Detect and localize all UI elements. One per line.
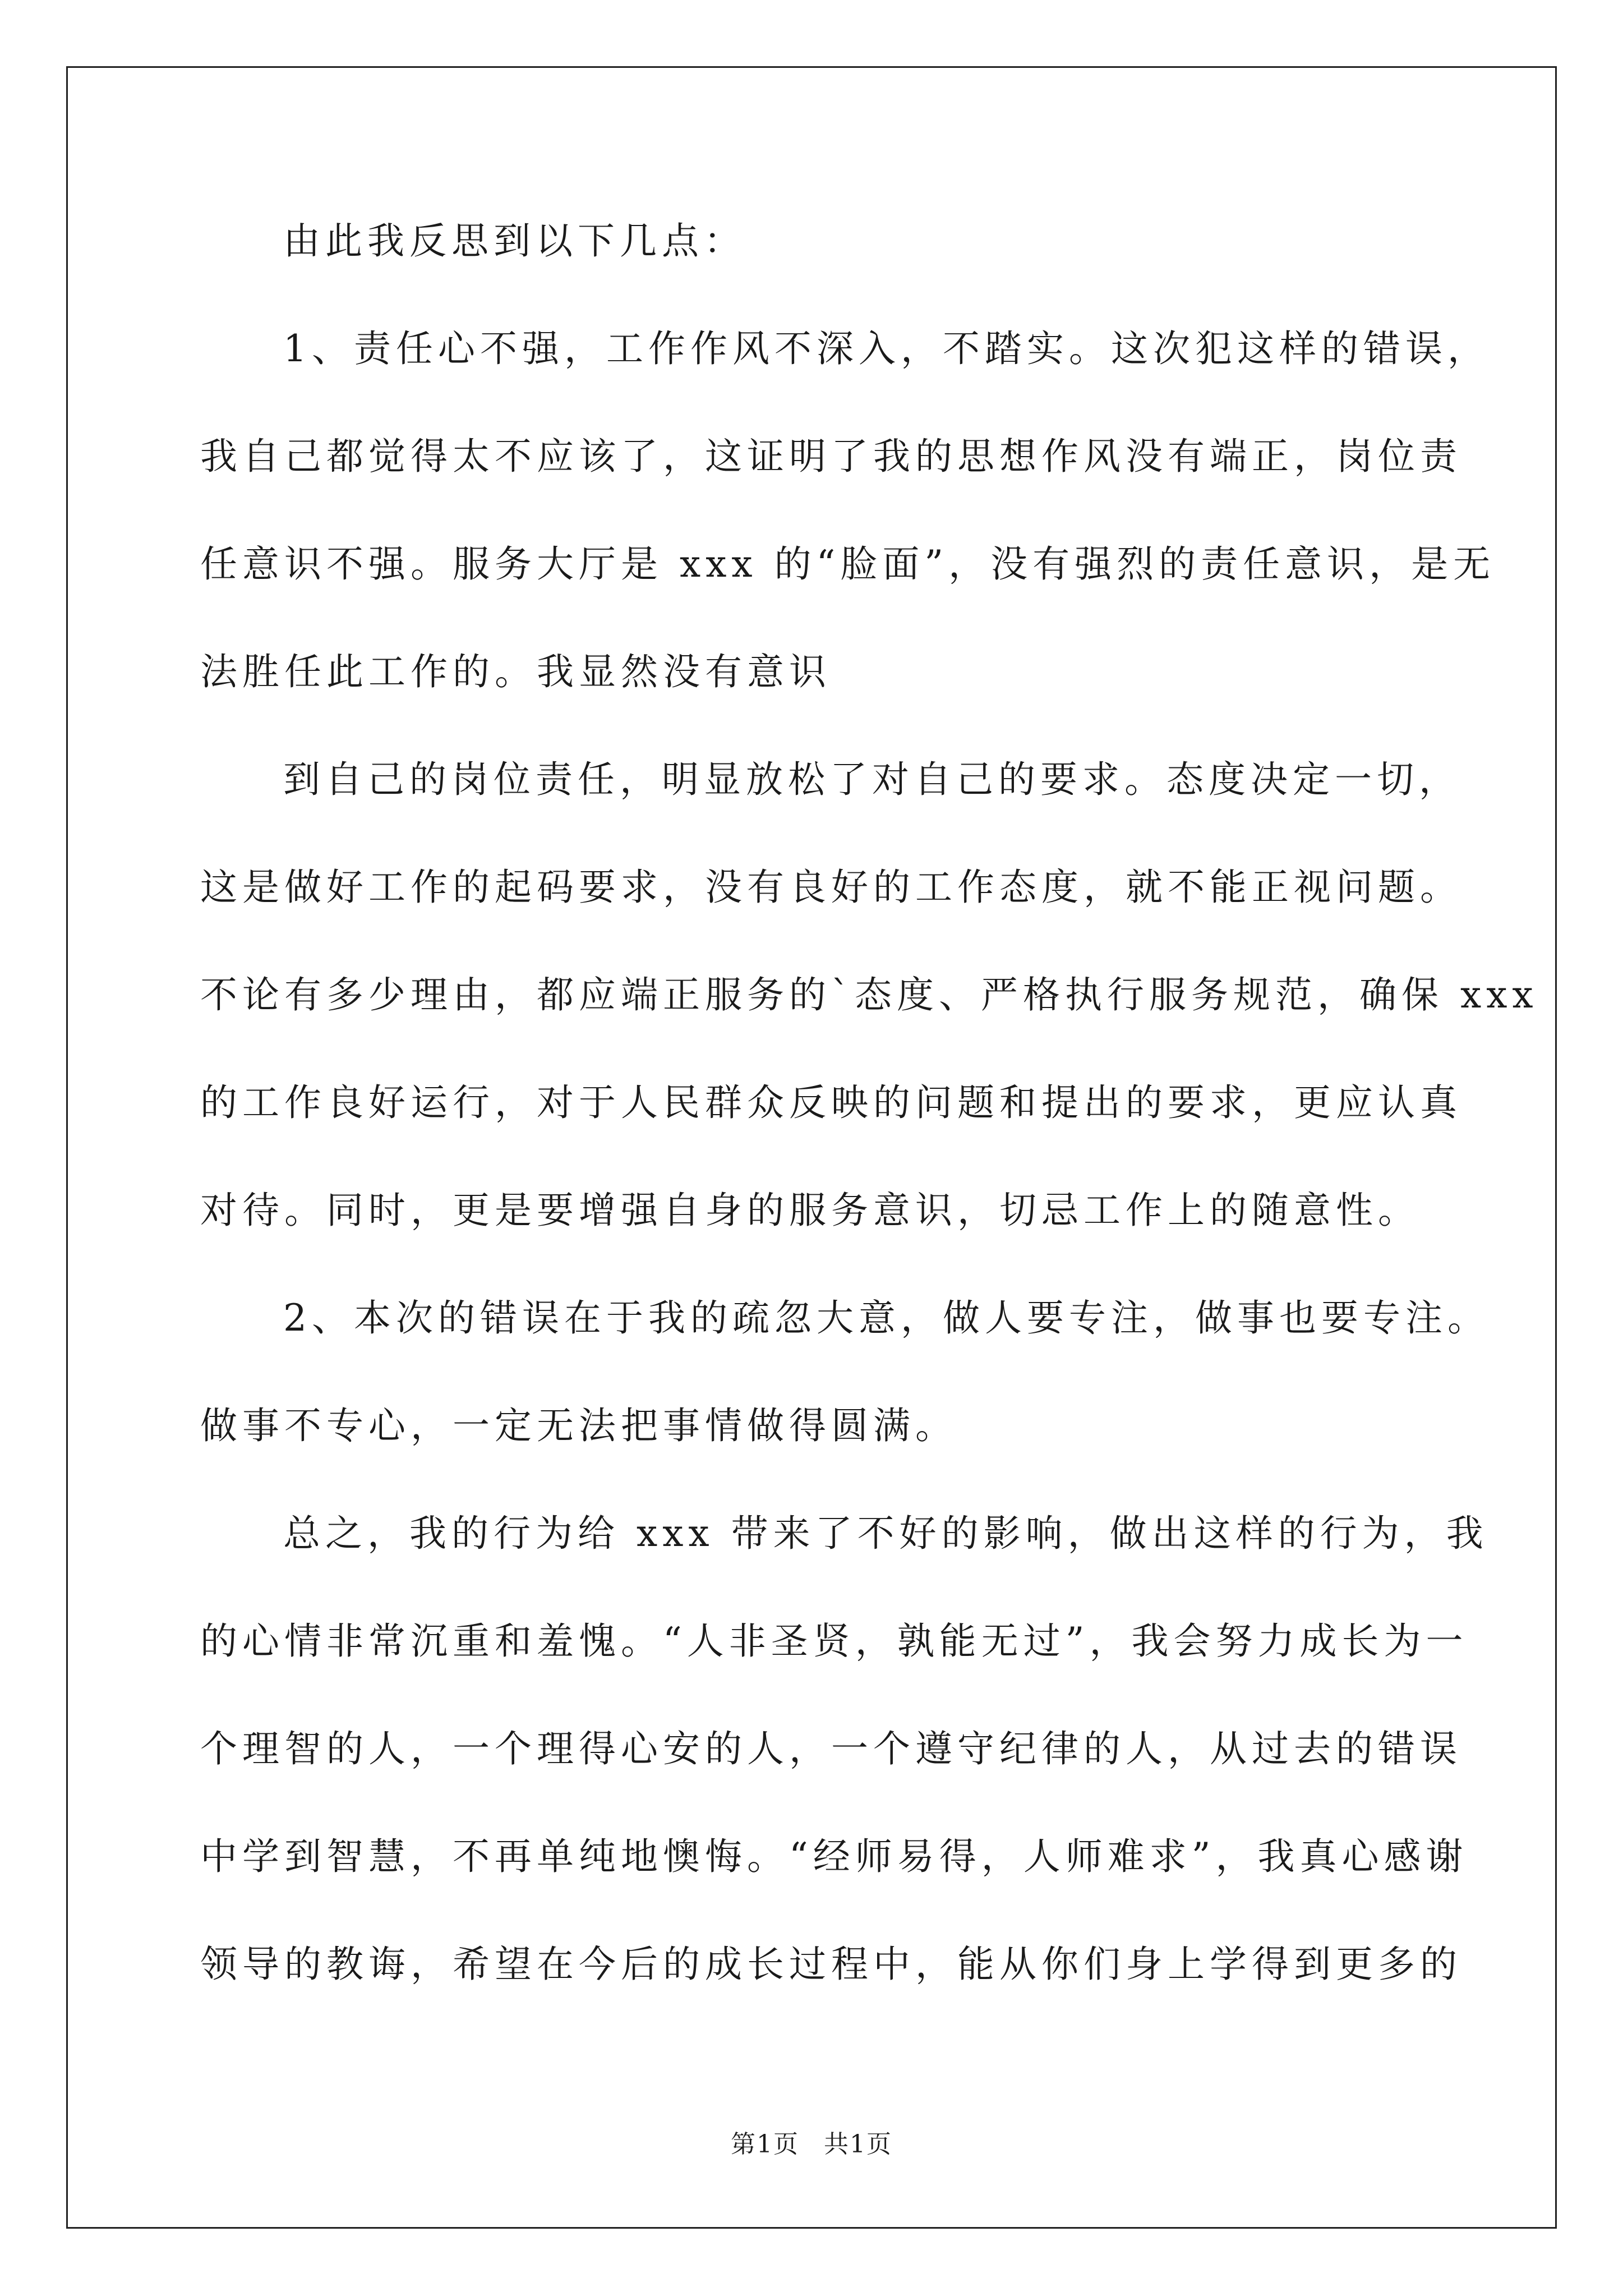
paragraph-line: 中学到智慧，不再单纯地懊悔。“经师易得，人师难求”，我真心感谢 [200, 1835, 1468, 1878]
page-number-current: 第1页 [731, 2130, 799, 2159]
paragraph-line: 2、本次的错误在于我的疏忽大意，做人要专注，做事也要专注。 [283, 1296, 1490, 1340]
paragraph-line: 对待。同时，更是要增强自身的服务意识，切忌工作上的随意性。 [200, 1189, 1420, 1232]
paragraph-line: 领导的教诲，希望在今后的成长过程中，能从你们身上学得到更多的 [200, 1943, 1462, 1986]
page-footer [0, 2129, 1623, 2160]
page-number-total: 共1页 [824, 2130, 892, 2159]
paragraph-line: 总之，我的行为给 xxx 带来了不好的影响，做出这样的行为，我 [283, 1512, 1488, 1555]
paragraph-line: 任意识不强。服务大厅是 xxx 的“脸面”，没有强烈的责任意识，是无 [200, 542, 1496, 586]
paragraph-line: 这是做好工作的起码要求，没有良好的工作态度，就不能正视问题。 [200, 866, 1462, 909]
page-border [66, 66, 1557, 2229]
paragraph-line: 到自己的岗位责任，明显放松了对自己的要求。态度决定一切， [283, 758, 1461, 801]
paragraph-line: 的工作良好运行，对于人民群众反映的问题和提出的要求，更应认真 [200, 1081, 1462, 1124]
paragraph-line: 1、责任心不强，工作作风不深入，不踏实。这次犯这样的错误， [283, 327, 1490, 370]
paragraph-line: 法胜任此工作的。我显然没有意识 [200, 650, 831, 693]
paragraph-line: 不论有多少理由，都应端正服务的`态度、严格执行服务规范，确保 xxx [200, 973, 1538, 1016]
paragraph-line: 做事不专心，一定无法把事情做得圆满。 [200, 1404, 957, 1447]
paragraph-line: 的心情非常沉重和羞愧。“人非圣贤，孰能无过”，我会努力成长为一 [200, 1619, 1468, 1663]
paragraph-line: 我自己都觉得太不应该了，这证明了我的思想作风没有端正，岗位责 [200, 435, 1462, 478]
paragraph-line: 个理智的人，一个理得心安的人，一个遵守纪律的人，从过去的错误 [200, 1727, 1462, 1770]
paragraph-line: 由此我反思到以下几点： [283, 219, 746, 263]
